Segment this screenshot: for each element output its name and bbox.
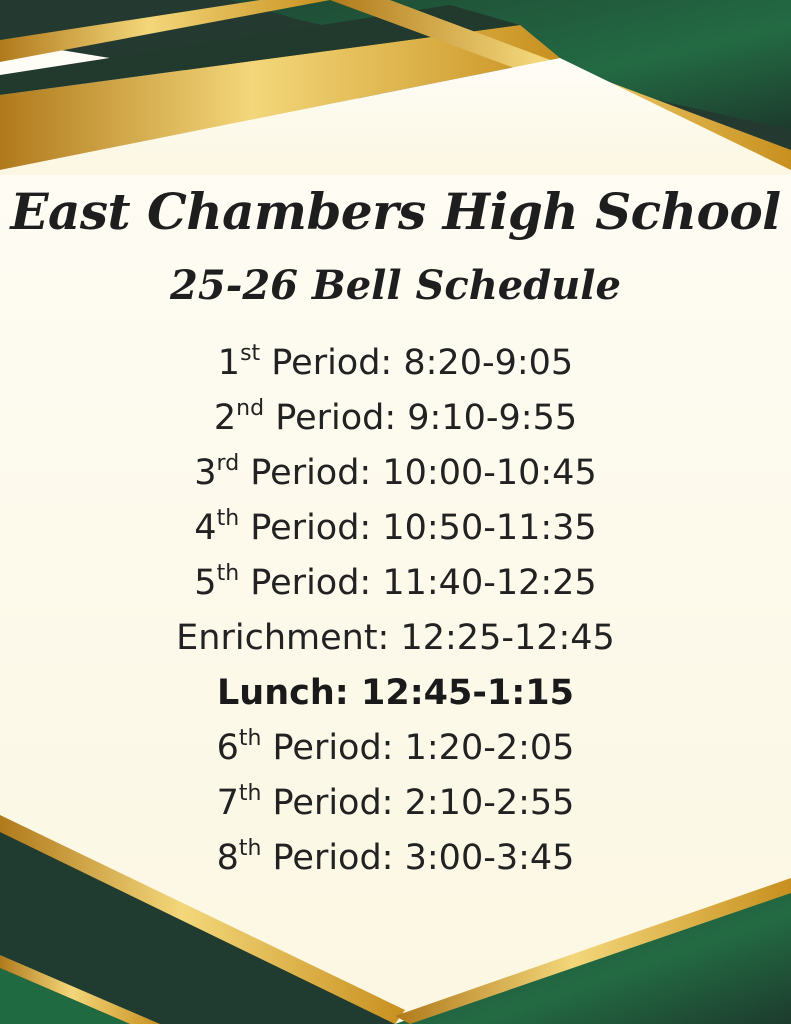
schedule-row-period-7: 7th Period: 2:10-2:55: [216, 781, 575, 823]
schedule-row-period-5: 5th Period: 11:40-12:25: [194, 561, 597, 603]
schedule-row-period-4: 4th Period: 10:50-11:35: [194, 506, 597, 548]
schedule-row-lunch: Lunch: 12:45-1:15: [217, 673, 574, 713]
period-list: [0, 336, 791, 886]
schedule-row-period-1: 1st Period: 8:20-9:05: [217, 341, 574, 383]
schedule-row-period-3: 3rd Period: 10:00-10:45: [194, 451, 597, 493]
schedule-row-period-2: 2nd Period: 9:10-9:55: [213, 396, 578, 438]
schedule-row-period-6: 6th Period: 1:20-2:05: [216, 726, 575, 768]
schedule-subtitle: 25-26 Bell Schedule: [170, 262, 621, 309]
school-title: East Chambers High School: [10, 182, 781, 241]
schedule-row-enrichment: Enrichment: 12:25-12:45: [176, 618, 615, 658]
schedule-row-period-8: 8th Period: 3:00-3:45: [216, 836, 575, 878]
